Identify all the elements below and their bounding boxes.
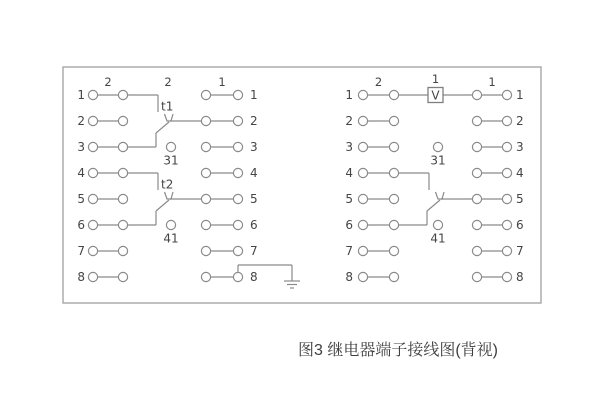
center-terminal-circle	[166, 142, 175, 151]
terminal-circle	[88, 116, 97, 125]
terminal-circle	[118, 246, 127, 255]
terminal-label: 3	[250, 140, 258, 155]
terminal-label: 5	[345, 192, 353, 207]
terminal-label: 1	[77, 88, 85, 103]
contact-label: t1	[161, 99, 174, 114]
terminal-circle	[233, 116, 242, 125]
terminal-circle	[233, 142, 242, 151]
terminal-circle	[88, 246, 97, 255]
contact-fork	[165, 192, 174, 199]
terminal-circle	[389, 90, 398, 99]
terminal-circle	[88, 272, 97, 281]
terminal-circle	[389, 168, 398, 177]
terminal-label: 3	[516, 140, 524, 155]
terminal-circle	[472, 246, 481, 255]
terminal-circle	[389, 142, 398, 151]
terminal-circle	[472, 194, 481, 203]
terminal-label: 7	[77, 244, 85, 259]
contact-blade	[427, 200, 440, 211]
wire-label: 2	[164, 75, 172, 89]
center-terminal-circle	[433, 220, 442, 229]
wire-label: 1	[488, 75, 496, 89]
terminal-circle	[118, 220, 127, 229]
terminal-circle	[201, 168, 210, 177]
terminal-circle	[358, 194, 367, 203]
terminal-circle	[88, 220, 97, 229]
center-terminal-label: 31	[163, 153, 179, 168]
terminal-circle	[502, 116, 511, 125]
terminal-circle	[472, 272, 481, 281]
terminal-circle	[358, 246, 367, 255]
contact-fork	[436, 192, 445, 199]
terminal-circle	[118, 168, 127, 177]
terminal-circle	[88, 142, 97, 151]
terminal-circle	[358, 90, 367, 99]
terminal-circle	[472, 142, 481, 151]
terminal-label: 8	[345, 270, 353, 285]
terminal-label: 4	[250, 166, 258, 181]
terminal-circle	[118, 116, 127, 125]
terminal-circle	[502, 142, 511, 151]
terminal-label: 4	[516, 166, 524, 181]
terminal-circle	[233, 168, 242, 177]
terminal-label: 6	[516, 218, 524, 233]
terminal-circle	[389, 272, 398, 281]
terminal-label: 7	[516, 244, 524, 259]
terminal-circle	[233, 220, 242, 229]
terminal-circle	[502, 90, 511, 99]
center-terminal-label: 31	[430, 153, 446, 168]
terminal-label: 1	[516, 88, 524, 103]
center-terminal-label: 41	[163, 231, 179, 246]
terminal-label: 5	[516, 192, 524, 207]
terminal-circle	[502, 220, 511, 229]
contact-blade	[156, 122, 169, 133]
center-terminal-circle	[166, 220, 175, 229]
contact-fork	[165, 114, 174, 121]
terminal-circle	[472, 168, 481, 177]
terminal-label: 4	[77, 166, 85, 181]
contact-label: t2	[161, 177, 174, 192]
terminal-circle	[118, 194, 127, 203]
wire-label: 2	[374, 75, 383, 89]
coil-symbol: V	[431, 88, 440, 103]
terminal-label: 2	[516, 114, 524, 129]
terminal-circle	[118, 272, 127, 281]
terminal-circle	[88, 90, 97, 99]
wire-label: 2	[104, 75, 112, 89]
terminal-label: 5	[77, 192, 85, 207]
contact-blade	[156, 200, 169, 211]
terminal-circle	[358, 142, 367, 151]
terminal-label: 6	[250, 218, 258, 233]
terminal-circle	[502, 246, 511, 255]
terminal-circle	[389, 194, 398, 203]
terminal-label: 8	[250, 270, 258, 285]
terminal-label: 8	[77, 270, 85, 285]
terminal-circle	[201, 272, 210, 281]
terminal-label: 7	[345, 244, 353, 259]
terminal-circle	[201, 116, 210, 125]
terminal-circle	[118, 90, 127, 99]
terminal-circle	[118, 142, 127, 151]
terminal-circle	[201, 142, 210, 151]
terminal-circle	[502, 272, 511, 281]
terminal-label: 2	[77, 114, 85, 129]
diagram-border	[63, 67, 541, 303]
terminal-circle	[358, 116, 367, 125]
terminal-circle	[358, 220, 367, 229]
terminal-circle	[358, 272, 367, 281]
terminal-circle	[389, 246, 398, 255]
terminal-circle	[233, 272, 242, 281]
terminal-circle	[233, 246, 242, 255]
terminal-circle	[233, 90, 242, 99]
terminal-label: 8	[516, 270, 524, 285]
terminal-label: 2	[345, 114, 353, 129]
figure-caption: 图3 继电器端子接线图(背视)	[297, 342, 499, 359]
terminal-circle	[472, 220, 481, 229]
terminal-circle	[201, 90, 210, 99]
terminal-circle	[88, 194, 97, 203]
terminal-circle	[502, 194, 511, 203]
terminal-circle	[201, 194, 210, 203]
terminal-circle	[233, 194, 242, 203]
wire-label: 1	[431, 72, 440, 86]
terminal-circle	[389, 220, 398, 229]
terminal-label: 3	[345, 140, 353, 155]
terminal-circle	[201, 246, 210, 255]
terminal-label: 4	[345, 166, 353, 181]
center-terminal-label: 41	[430, 231, 446, 246]
terminal-label: 5	[250, 192, 258, 207]
terminal-circle	[358, 168, 367, 177]
terminal-label: 1	[345, 88, 353, 103]
terminal-circle	[472, 116, 481, 125]
terminal-label: 3	[77, 140, 85, 155]
wire-label: 1	[218, 75, 226, 89]
terminal-circle	[389, 116, 398, 125]
terminal-circle	[502, 168, 511, 177]
terminal-circle	[201, 220, 210, 229]
terminal-label: 7	[250, 244, 258, 259]
terminal-label: 1	[250, 88, 258, 103]
terminal-label: 6	[77, 218, 85, 233]
terminal-label: 2	[250, 114, 258, 129]
terminal-label: 6	[345, 218, 353, 233]
terminal-circle	[88, 168, 97, 177]
terminal-circle	[472, 90, 481, 99]
center-terminal-circle	[433, 142, 442, 151]
